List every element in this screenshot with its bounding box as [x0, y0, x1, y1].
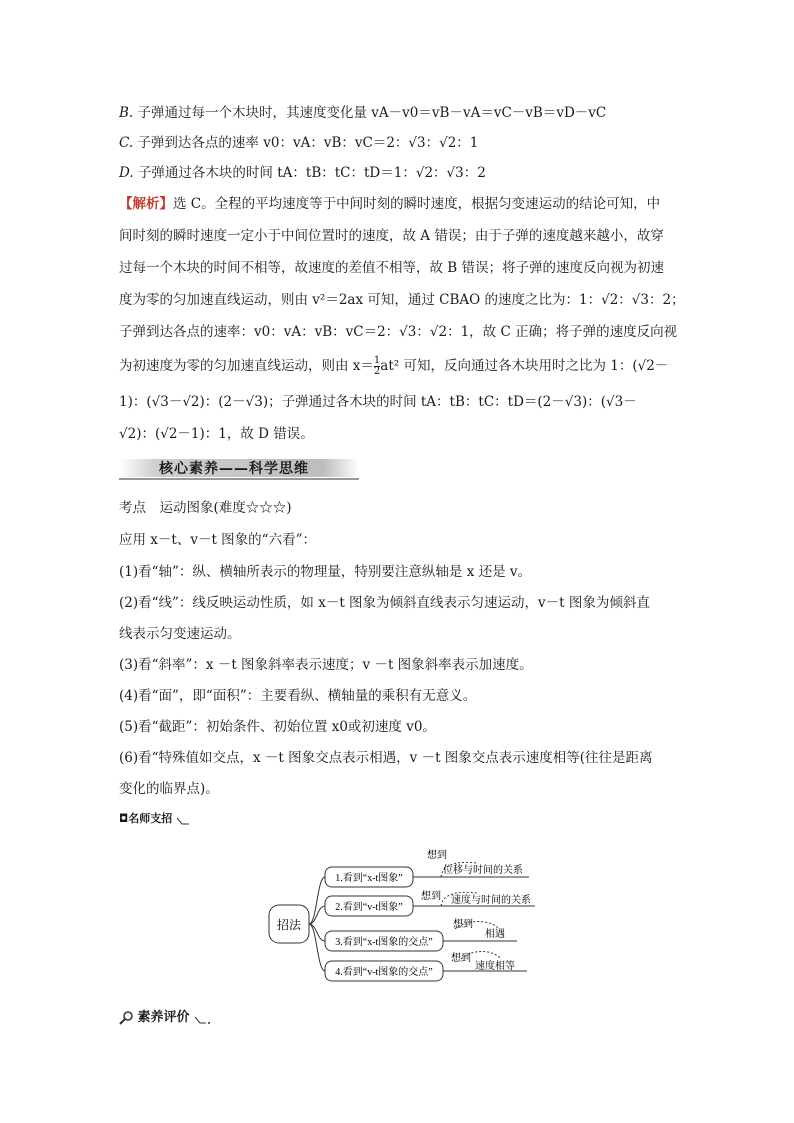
suyang-header [119, 1006, 212, 1025]
option-c [119, 133, 478, 153]
branch-label-4: 4.看到“v-t图象的交点” [335, 967, 433, 978]
think-label-3: 想到 [453, 919, 473, 930]
option-d-text: 子弹通过各木块的时间 tA：tB：tC：tD＝1：√2：√3：2 [137, 165, 486, 181]
result-label-3: 相遇 [485, 929, 505, 940]
option-b [119, 103, 606, 123]
mingshi-flourish-icon [176, 816, 190, 826]
analysis-line-8: √2)：(√2－1)：1，故 D 错误。 [119, 426, 314, 442]
item-2-cont: 线表示匀变速运动。 [119, 626, 241, 642]
option-c-text: 子弹到达各点的速率 v0：vA：vB：vC＝2：√3：√2：1 [137, 135, 479, 151]
fraction-numerator: 1 [373, 355, 381, 366]
item-3: (3)看“斜率”：x －t 图象斜率表示速度；v －t 图象斜率表示加速度。 [119, 657, 533, 673]
item-5: (5)看“截距”：初始条件、初始位置 x0或初速度 v0。 [119, 719, 436, 735]
option-b-text: 子弹通过每一个木块时，其速度变化量 vA－v0＝vB－vA＝vC－vB＝vD－vC [137, 105, 607, 121]
banner-title: 核心素养——科学思维 [159, 461, 309, 477]
option-d-label: D. [119, 165, 134, 181]
branch-label-3: 3.看到“x-t图象的交点” [335, 937, 433, 948]
branch-label-1: 1.看到“x-t图象” [335, 873, 403, 884]
think-label-1: 想到 [427, 850, 447, 861]
root-label: 招法 [276, 918, 302, 932]
analysis-line-1 [119, 194, 660, 214]
analysis-tag: 【解析】 [119, 196, 173, 212]
result-label-1: 位移与时间的关系 [443, 865, 523, 876]
section-banner [119, 455, 359, 481]
analysis-text-6b: at² 可知，反向通过各木块用时之比为 1：(√2－ [380, 358, 669, 374]
analysis-text-6a: 为初速度为零的匀加速直线运动，则由 x＝ [119, 358, 374, 374]
suyang-title: 素养评价 [137, 1010, 190, 1025]
analysis-line-5: 子弹到达各点的速率：v0：vA：vB：vC＝2：√3：√2：1，故 C 正确；将子弹的速度反向视 [119, 324, 678, 340]
fraction-denominator: 2 [373, 366, 381, 377]
branch-label-2: 2.看到“v-t图象” [335, 902, 403, 913]
item-2: (2)看“线”：线反映运动性质，如 x－t 图象为倾斜直线表示匀速运动，v－t 图象为倾斜直 [119, 595, 650, 611]
root-connector [309, 877, 325, 971]
mingshi-icon: ◘ [119, 812, 129, 825]
item-6: (6)看“特殊值如交点，x －t 图象交点表示相遇，v －t 图象交点表示速度相等(往往是距离 [119, 750, 653, 766]
option-d [119, 163, 486, 183]
suyang-flourish-icon [194, 1015, 212, 1025]
analysis-text-1: 选 C。全程的平均速度等于中间时刻的瞬时速度，根据匀变速运动的结论可知，中 [173, 196, 661, 212]
magnifier-icon [119, 1011, 133, 1025]
analysis-line-6 [119, 356, 668, 377]
item-1: (1)看“轴”：纵、横轴所表示的物理量，特别要注意纵轴是 x 还是 v。 [119, 564, 532, 580]
analysis-line-4: 度为零的匀加速直线运动，则由 v²＝2ax 可知，通过 CBAO 的速度之比为：1：√2：√3：2； [119, 292, 685, 308]
kaodian: 考点 运动图象(难度☆☆☆) [119, 500, 292, 516]
intro: 应用 x－t、v－t 图象的“六看”： [119, 532, 316, 548]
think-label-4: 想到 [451, 953, 471, 964]
option-c-label: C. [119, 135, 134, 151]
strategy-diagram [265, 843, 555, 1003]
result-label-4: 速度相等 [475, 961, 515, 972]
analysis-line-3: 过每一个木块的时间不相等，故速度的差值不相等，故 B 错误；将子弹的速度反向视为初速 [119, 260, 665, 276]
mingshi-header [119, 810, 190, 826]
result-label-2: 速度与时间的关系 [451, 895, 531, 906]
option-b-label: B. [119, 105, 134, 121]
item-6-cont: 变化的临界点)。 [119, 781, 219, 797]
analysis-line-7: 1)：(√3－√2)：(2－√3)；子弹通过各木块的时间 tA：tB：tC：tD＝(2－√3)：(√3－ [119, 394, 637, 410]
analysis-line-2: 间时刻的瞬时速度一定小于中间位置时的速度，故 A 错误；由于子弹的速度越来越小，故穿 [119, 228, 664, 244]
think-label-2: 想到 [421, 891, 441, 902]
item-4: (4)看“面”，即“面积”：主要看纵、横轴量的乘积有无意义。 [119, 688, 477, 704]
mingshi-title: 名师支招 [128, 812, 173, 825]
